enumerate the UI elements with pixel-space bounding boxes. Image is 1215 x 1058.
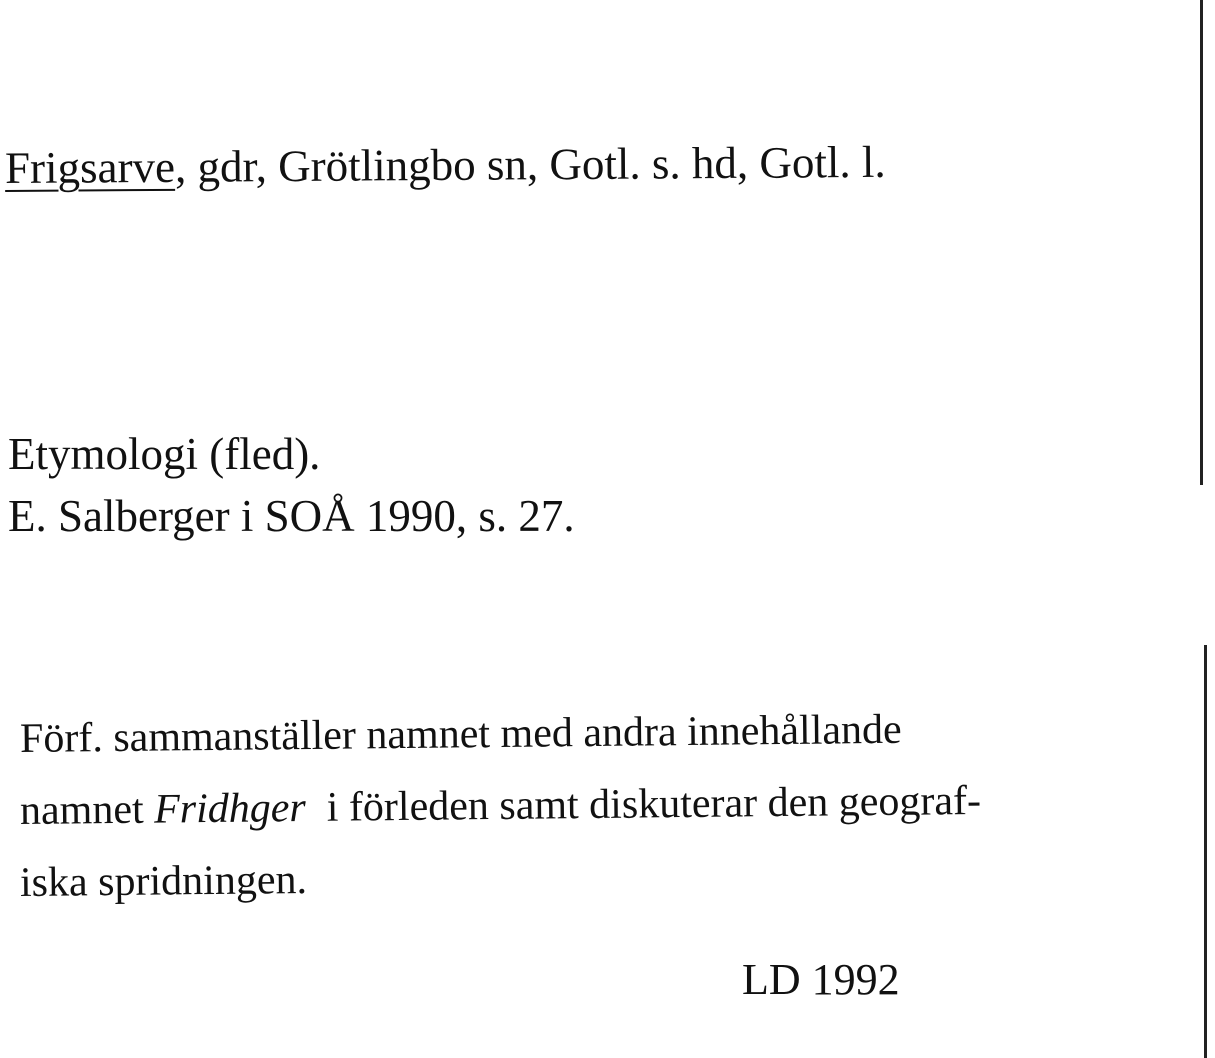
etymology-reference: E. Salberger i SOÅ 1990, s. 27. bbox=[8, 491, 575, 541]
signature: LD 1992 bbox=[742, 955, 900, 1004]
description-line-1: Förf. sammanställer namnet med andra innehållande bbox=[19, 706, 902, 762]
italic-name: Fridhger bbox=[153, 785, 307, 833]
card-edge-line-top bbox=[1200, 0, 1203, 485]
etymology-label: Etymologi (fled). bbox=[8, 429, 321, 479]
description-line-2 bbox=[19, 777, 982, 834]
description-line-3: iska spridningen. bbox=[19, 856, 308, 906]
entry-heading bbox=[4, 136, 886, 193]
description-line-2-end: i förleden samt diskuterar den geograf- bbox=[305, 777, 982, 832]
headword-details: , gdr, Grötlingbo sn, Gotl. s. hd, Gotl. l. bbox=[174, 136, 886, 192]
description-line-2-start: namnet bbox=[19, 786, 155, 834]
card-edge-line-bottom bbox=[1204, 645, 1207, 1058]
headword: Frigsarve bbox=[4, 141, 176, 193]
